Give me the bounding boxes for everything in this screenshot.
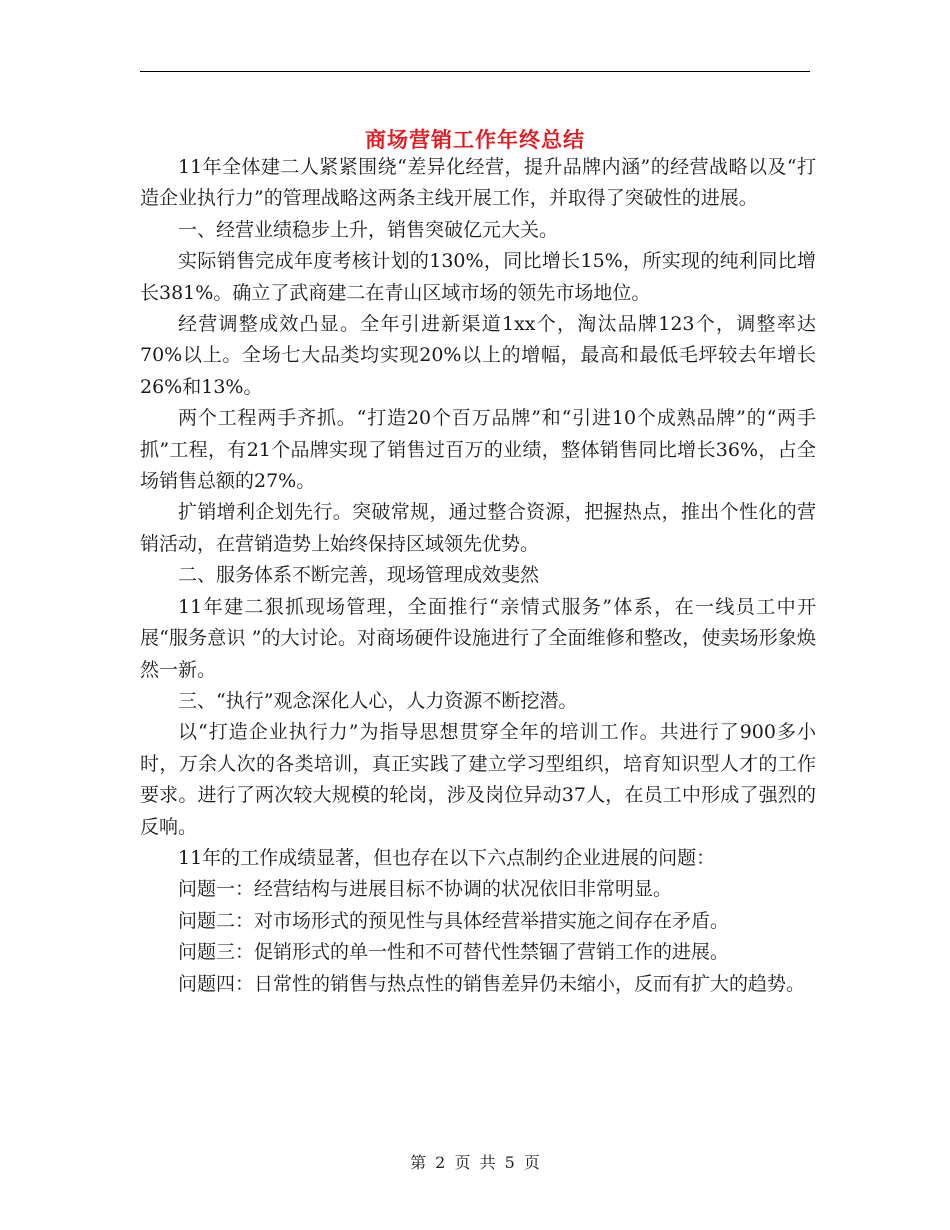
paragraph-service: 11年建二狠抓现场管理，全面推行“亲情式服务”体系，在一线员工中开展“服务意识 ”的大讨论。对商场硬件设施进行了全面维修和整改，使卖场形象焕然一新。 [140, 595, 816, 681]
section-heading-1: 一、经营业绩稳步上升，销售突破亿元大关。 [178, 218, 559, 241]
header-rule [140, 71, 810, 72]
problem-item-4: 问题四：日常性的销售与热点性的销售差异仍未缩小，反而有扩大的趋势。 [178, 972, 806, 995]
section-heading-3: 三、“执行”观念深化人心，人力资源不断挖潜。 [178, 689, 578, 712]
paragraph-promotion: 扩销增利企划先行。突破常规，通过整合资源，把握热点，推出个性化的营销活动，在营销造势上始终保持区域领先优势。 [140, 501, 816, 555]
page-number: 第 2 页 共 5 页 [410, 1153, 540, 1172]
paragraph-adjustment: 经营调整成效凸显。全年引进新渠道1xx个，淘汰品牌123个，调整率达70%以上。全场七大品类均实现20%以上的增幅，最高和最低毛坪较去年增长26%和13%。 [140, 313, 816, 398]
document-title: 商场营销工作年终总结 [365, 127, 585, 153]
section-heading-2: 二、服务体系不断完善，现场管理成效斐然 [178, 564, 540, 587]
paragraph-sales: 实际销售完成年度考核计划的130%，同比增长15%，所实现的纯利同比增长381%。确立了武商建二在青山区域市场的领先市场地位。 [140, 250, 816, 304]
document-body [140, 152, 816, 1000]
problem-item-2: 问题二：对市场形式的预见性与具体经营举措实施之间存在矛盾。 [178, 909, 730, 932]
problem-item-3: 问题三：促销形式的单一性和不可替代性禁锢了营销工作的进展。 [178, 941, 730, 964]
paragraph-problems-intro: 11年的工作成绩显著，但也存在以下六点制约企业进展的问题： [178, 846, 716, 869]
paragraph-two-projects: 两个工程两手齐抓。“打造20个百万品牌”和“引进10个成熟品牌”的“两手抓”工程，有21个品牌实现了销售过百万的业绩，整体销售同比增长36%，占全场销售总额的27%。 [140, 407, 816, 493]
problem-item-1: 问题一：经营结构与进展目标不协调的状况依旧非常明显。 [178, 878, 673, 901]
paragraph-intro: 11年全体建二人紧紧围绕“差异化经营，提升品牌内涵”的经营战略以及“打造企业执行力”的管理战略这两条主线开展工作，并取得了突破性的进展。 [140, 156, 816, 210]
paragraph-training: 以“打造企业执行力”为指导思想贯穿全年的培训工作。共进行了900多小时，万余人次的各类培训，真正实践了建立学习型组织，培育知识型人才的工作要求。进行了两次较大规模的轮岗，涉及岗位异动37人，在员工中形成了强烈的反响。 [140, 721, 816, 838]
